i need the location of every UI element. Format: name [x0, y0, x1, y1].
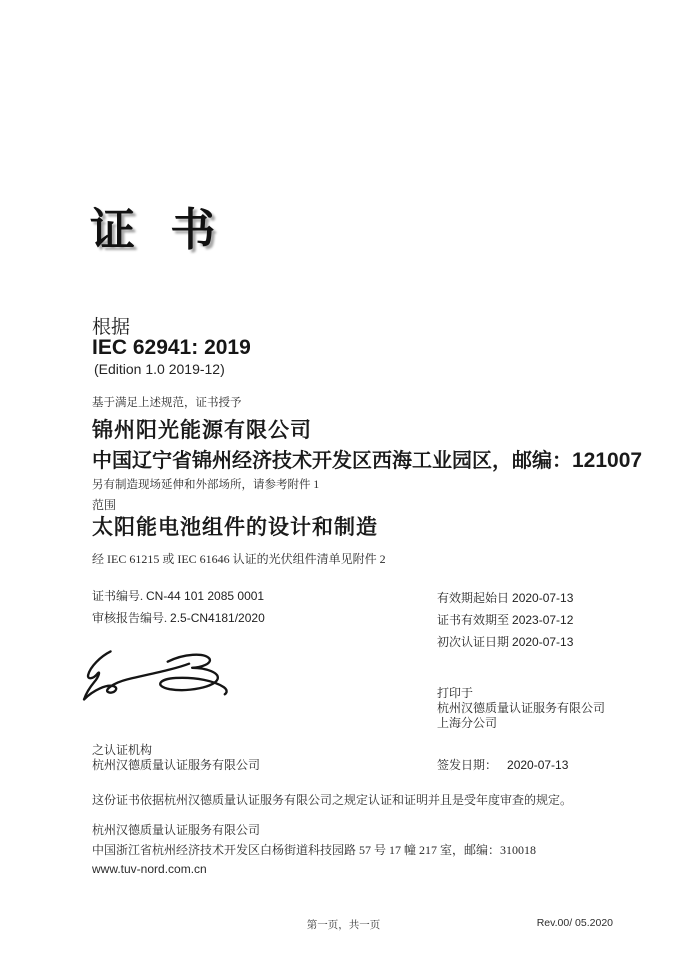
- standard-edition: (Edition 1.0 2019-12): [94, 361, 225, 377]
- certification-body-label: 之认证机构: [92, 743, 153, 757]
- validity-end-row: [437, 611, 573, 628]
- issuer-company-address: 中国浙江省杭州经济技术开发区白杨街道科技园路 57 号 17 幢 217 室，邮编：310018: [92, 843, 537, 857]
- grant-statement: 基于满足上述规范，证书授予: [92, 397, 242, 409]
- validity-end-date: 2023-07-12: [512, 613, 574, 627]
- printed-at-branch: 上海分公司: [437, 716, 498, 730]
- signature-image: [80, 648, 238, 717]
- issuer-website: www.tuv-nord.com.cn: [92, 862, 207, 876]
- audit-report-number-value: 2.5-CN4181/2020: [170, 611, 265, 625]
- certification-body-block: [92, 743, 260, 773]
- certificate-number-row: [92, 587, 264, 604]
- issue-date-row: [437, 758, 568, 773]
- scope-heading: 太阳能电池组件的设计和制造: [92, 516, 378, 539]
- validity-start-date: 2020-07-13: [512, 591, 574, 605]
- audit-report-number-row: [92, 609, 265, 626]
- annual-review-note: 这份证书依据杭州汉德质量认证服务有限公司之规定认证和证明并且是受年度审查的规定。: [92, 793, 573, 807]
- address-text: 中国辽宁省锦州经济技术开发区西海工业园区，邮编：: [92, 450, 572, 472]
- validity-start-row: [437, 589, 573, 606]
- issue-date-value: 2020-07-13: [507, 758, 569, 772]
- footer-revision: Rev.00/ 05.2020: [536, 917, 613, 929]
- initial-certification-label: 初次认证日期: [437, 635, 510, 649]
- issuer-company-name: 杭州汉德质量认证服务有限公司: [92, 823, 261, 837]
- certificate-number-label: 证书编号.: [92, 589, 144, 603]
- standard-intro-label: 根据: [92, 317, 131, 338]
- validity-start-label: 有效期起始日: [437, 591, 510, 605]
- printed-at-block: [437, 686, 605, 731]
- manufacturing-sites-note: 另有制造现场延伸和外部场所，请参考附件 1: [92, 479, 320, 491]
- scope-label: 范围: [92, 498, 117, 512]
- certificate-holder-address: [92, 444, 642, 473]
- standard-code: IEC 62941: 2019: [92, 336, 251, 359]
- address-postcode: 121007: [572, 449, 643, 472]
- audit-report-number-label: 审核报告编号.: [92, 611, 168, 625]
- footer-page-number: 第一页，共一页: [306, 920, 381, 931]
- initial-certification-date: 2020-07-13: [512, 635, 574, 649]
- validity-end-label: 证书有效期至: [437, 613, 510, 627]
- printed-at-label: 打印于: [437, 686, 474, 700]
- printed-at-company: 杭州汉德质量认证服务有限公司: [437, 701, 606, 715]
- certificate-holder-name: 锦州阳光能源有限公司: [92, 419, 312, 442]
- certificate-title: 证 书: [90, 205, 228, 255]
- certificate-number-value: CN-44 101 2085 0001: [146, 589, 265, 603]
- certification-body-name: 杭州汉德质量认证服务有限公司: [92, 758, 261, 772]
- module-list-note: 经 IEC 61215 或 IEC 61646 认证的光伏组件清单见附件 2: [92, 552, 386, 566]
- issue-date-label: 签发日期：: [437, 758, 498, 772]
- initial-certification-row: [437, 633, 573, 650]
